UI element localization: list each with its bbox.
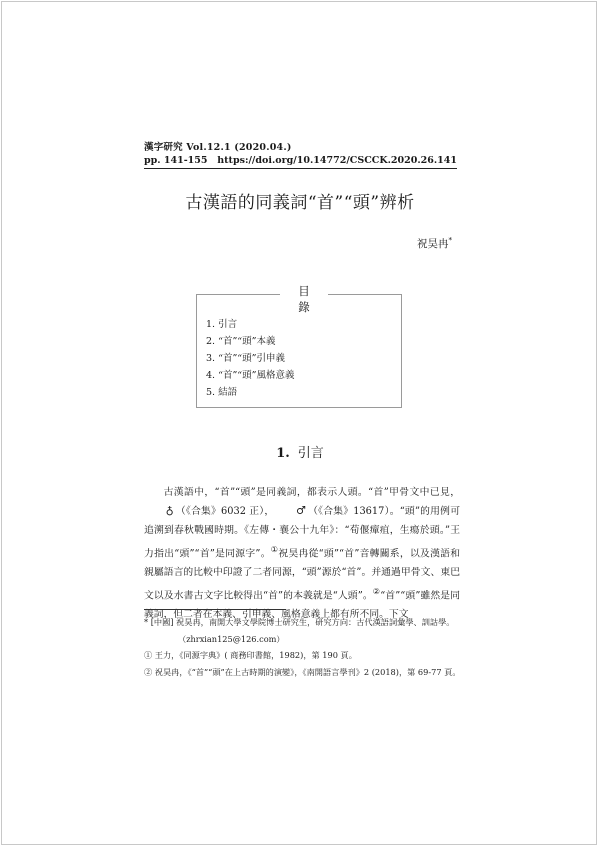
body-text-run: 祝昊冉從“頭”“首”音轉關系，以及漢語和親屬語言的比較中印證了二者同源，“頭”源於“首”。并通過甲骨文、東巴文以及水書古文字比較得出“首”的本義就是“人頭”。	[144, 548, 460, 602]
header-divider	[144, 168, 457, 169]
toc-item-extended-meaning[interactable]: 3. “首”“頭”引申義	[206, 353, 286, 364]
oracle-bone-glyph-icon: ♂	[295, 504, 306, 518]
page-range: pp. 141-155	[144, 155, 208, 166]
paper-title: 古漢語的同義詞“首”“頭”辨析	[185, 193, 415, 213]
author-line	[417, 236, 452, 251]
footnote-1: ① 王力，《同源字典》( 商務印書館，1982)，第 190 頁。	[144, 650, 357, 660]
oracle-bone-glyph-icon: ♁	[165, 504, 174, 518]
section-heading	[0, 442, 600, 461]
toc-item-conclusion[interactable]: 5. 結語	[206, 387, 238, 398]
footnote-ref-1[interactable]: ①	[270, 544, 279, 555]
toc-heading: 目 錄	[280, 283, 328, 315]
toc-list	[206, 316, 295, 401]
doi-link[interactable]: https://doi.org/10.14772/CSCCK.2020.26.141	[217, 155, 457, 166]
author-affiliation-note: * [中國] 祝昊冉，南開大學文學院博士研究生，研究方向：古代漢語詞彙學、訓詁學。	[144, 617, 455, 627]
footnote-2: ② 祝昊冉，《“首”“頭”在上古時期的演變》，《南開語言學刊》2 (2018)，第 69-77 頁。	[144, 666, 461, 677]
toc-item-original-meaning[interactable]: 2. “首”“頭”本義	[206, 336, 276, 347]
section-number: 1.	[276, 446, 290, 461]
footnote-divider	[144, 609, 286, 610]
author-email[interactable]: （zhrxian125@126.com）	[178, 633, 285, 644]
body-text-run: （《合集》13617）。“頭”的用例可追溯到春秋戰國時期。《左傳・襄公十九年》：“荀偃癉疽，生瘍於頭。”王力指出“頭”“首”是同源字”。	[144, 506, 460, 560]
toc-item-stylistic-meaning[interactable]: 4. “首”“頭”風格意義	[206, 370, 295, 381]
body-text-run: 古漢語中，“首”“頭”是同義詞，都表示人頭。“首”甲骨文中已見，	[163, 487, 460, 498]
journal-header: 漢字研究 Vol.12.1 (2020.04.)	[144, 142, 292, 153]
footnotes	[144, 614, 462, 680]
body-text-run: （《合集》6032 正），	[175, 506, 275, 518]
author-footnote-mark: *	[448, 236, 452, 245]
section-title: 引言	[297, 446, 324, 461]
footnote-ref-2[interactable]: ②	[372, 586, 381, 597]
toc-item-introduction[interactable]: 1. 引言	[206, 319, 238, 330]
author-name: 祝昊冉	[417, 238, 449, 250]
body-paragraph	[144, 484, 460, 624]
page-frame	[1, 1, 597, 845]
body-text-run: “首”“頭”雖然是同義詞，但二者在本義、引申義、風格意義上都有所不同。下文	[144, 590, 460, 620]
